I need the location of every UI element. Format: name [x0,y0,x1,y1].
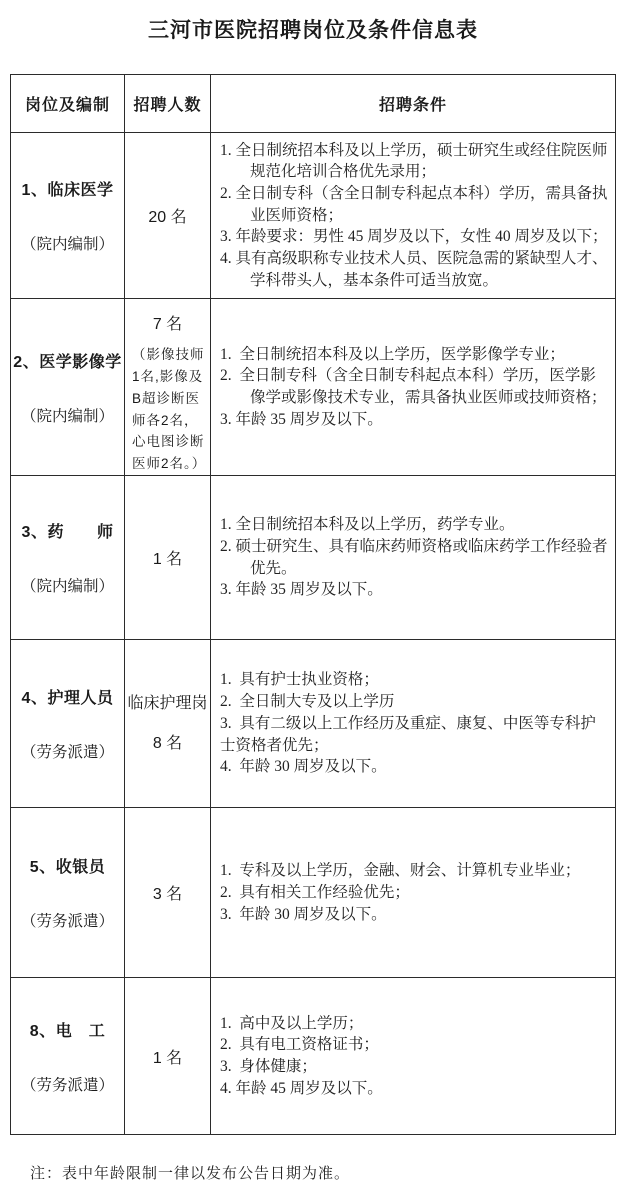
page-title: 三河市医院招聘岗位及条件信息表 [148,19,478,42]
position-name: 4、护理人员 [21,690,114,708]
footnote: 注：表中年龄限制一律以发布公告日期为准。 [30,1166,351,1183]
table-row-nursing-staff [11,640,616,808]
count-cell [125,476,211,640]
position-cell [11,640,125,808]
conditions-cell [211,133,616,299]
position-cell [11,133,125,299]
count-cell [125,640,211,808]
recruit-count: 8 名 [152,734,183,752]
col-header-position: 岗位及编制 [11,75,125,133]
position-establishment: （院内编制） [20,578,114,596]
position-cell [11,476,125,640]
condition-item: 1. 具有护士执业资格； [220,671,379,689]
count-cell [125,808,211,978]
condition-item: 1. 全日制统招本科及以上学历，硕士研究生或经住院医师规范化培训合格优先录用； [220,141,608,181]
position-establishment: （劳务派遣） [20,1076,114,1094]
count-cell [125,978,211,1135]
recruit-count-note: （影像技师1名,影像及B超诊断医师各2名，心电图诊断医师2名。） [132,347,207,472]
recruit-count: 7 名 [152,316,183,333]
col-header-count: 招聘人数 [125,75,211,133]
condition-item: 3. 年龄 30 周岁及以下。 [220,905,387,923]
conditions-cell [211,640,616,808]
condition-item: 1. 全日制统招本科及以上学历，医学影像学专业； [220,345,565,363]
condition-item: 1. 高中及以上学历； [220,1014,364,1032]
conditions-cell [211,299,616,476]
condition-item: 4. 年龄 30 周岁及以下。 [220,758,387,776]
position-name: 1、临床医学 [21,182,114,199]
position-establishment: （院内编制） [20,407,114,425]
position-name: 8、电 工 [29,1022,106,1040]
condition-item: 3. 年龄 35 周岁及以下。 [220,581,383,599]
position-establishment: （院内编制） [20,236,114,253]
condition-item: 2. 硕士研究生、具有临床药师资格或临床药学工作经验者优先。 [220,537,608,577]
condition-item: 1. 全日制统招本科及以上学历，药学专业。 [220,516,515,534]
table-row-pharmacist [11,476,616,640]
condition-item: 2. 具有电工资格证书； [220,1036,379,1054]
condition-item: 2. 具有相关工作经验优先； [220,883,410,901]
recruitment-table [10,74,616,1135]
table-row-cashier [11,808,616,978]
condition-item: 4. 年龄 45 周岁及以下。 [220,1079,383,1097]
document-page [0,14,626,1194]
condition-item: 1. 专科及以上学历，金融、财会、计算机专业毕业； [220,862,581,880]
recruit-count-post: 临床护理岗 [127,694,208,712]
table-row-electrician [11,978,616,1135]
table-row-medical-imaging [11,299,616,476]
header-row [11,75,616,133]
conditions-cell [211,476,616,640]
position-cell [11,978,125,1135]
position-cell [11,808,125,978]
conditions-cell [211,978,616,1135]
recruit-count: 3 名 [152,886,183,904]
position-name: 2、医学影像学 [13,353,122,371]
condition-item: 2. 全日制大专及以上学历 [220,693,395,711]
condition-item: 2. 全日制专科（含全日制专科起点本科）学历，医学影像学或影像技术专业，需具备执业医师或技师资格； [220,367,607,407]
position-name: 5、收银员 [29,859,106,877]
position-cell [11,299,125,476]
recruit-count: 20 名 [148,209,187,226]
position-establishment: （劳务派遣） [20,913,114,931]
col-header-conditions: 招聘条件 [211,75,616,133]
recruit-count: 1 名 [152,551,183,569]
condition-item: 3. 身体健康； [220,1058,317,1076]
recruit-count: 1 名 [152,1049,183,1067]
count-cell [125,299,211,476]
condition-item: 2. 全日制专科（含全日制专科起点本科）学历，需具备执业医师资格； [220,184,608,224]
condition-item: 3. 年龄要求：男性 45 周岁及以下，女性 40 周岁及以下； [220,228,608,246]
table-row-clinical-medicine [11,133,616,299]
condition-item: 3. 年龄 35 周岁及以下。 [220,410,383,428]
position-name: 3、药 师 [21,524,114,542]
condition-item: 4. 具有高级职称专业技术人员、医院急需的紧缺型人才、学科带头人，基本条件可适当放宽。 [220,250,608,289]
condition-item: 3. 具有二级以上工作经历及重症、康复、中医等专科护士资格者优先； [220,714,596,754]
conditions-cell [211,808,616,978]
count-cell [125,133,211,299]
position-establishment: （劳务派遣） [20,744,114,762]
